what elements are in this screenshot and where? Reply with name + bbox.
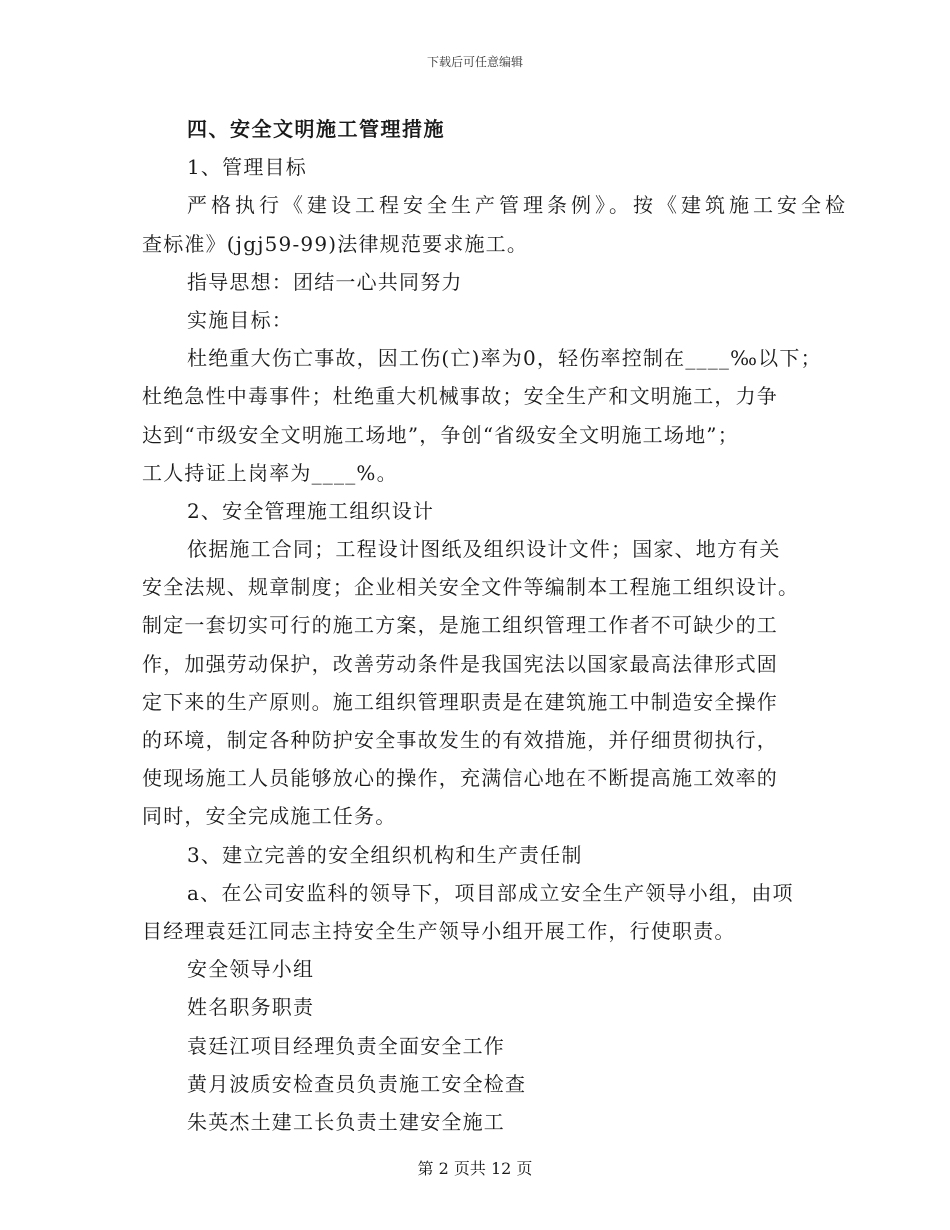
paragraph-line: 达到“市级安全文明施工场地”，争创“省级安全文明施工场地”；	[142, 422, 739, 447]
paragraph-line: 同时，安全完成施工任务。	[142, 804, 397, 829]
paragraph-line: 的环境，制定各种防护安全事故发生的有效措施，并仔细贯彻执行，	[142, 728, 778, 752]
header-note: 下载后可任意编辑	[426, 55, 523, 69]
paragraph-line: 定下来的生产原则。施工组织管理职责是在建筑施工中制造安全操作	[142, 689, 778, 714]
subheading-management-goal: 1、管理目标	[187, 155, 307, 180]
page-footer: 第 2 页共 12 页	[417, 1159, 533, 1178]
paragraph-line: 作，加强劳动保护，改善劳动条件是我国宪法以国家最高法律形式固	[142, 651, 778, 676]
section-heading: 四、安全文明施工管理措施	[187, 117, 445, 141]
paragraph-line: 制定一套切实可行的施工方案，是施工组织管理工作者不可缺少的工	[142, 613, 778, 638]
paragraph-line: 使现场施工人员能够放心的操作，充满信心地在不断提高施工效率的	[142, 766, 778, 791]
group-title: 安全领导小组	[187, 957, 315, 982]
document-body	[142, 110, 849, 1141]
paragraph-line: 查标准》(jgj59-99)法律规范要求施工。	[142, 231, 529, 256]
paragraph-line: 杜绝急性中毒事件；杜绝重大机械事故；安全生产和文明施工，力争	[142, 384, 778, 409]
subheading-organization: 3、建立完善的安全组织机构和生产责任制	[187, 842, 583, 867]
paragraph-line: 指导思想：团结一心共同努力	[187, 269, 463, 294]
group-member-line: 袁廷江项目经理负责全面安全工作	[187, 1033, 505, 1058]
subheading-safety-design: 2、安全管理施工组织设计	[187, 498, 435, 523]
paragraph-line: a、在公司安监科的领导下，项目部成立安全生产领导小组，由项	[187, 880, 794, 905]
paragraph-line: 依据施工合同；工程设计图纸及组织设计文件；国家、地方有关	[187, 537, 781, 562]
paragraph-line: 实施目标：	[187, 307, 293, 332]
paragraph-line: 杜绝重大伤亡事故，因工伤(亡)率为0，轻伤率控制在____‰以下；	[187, 346, 822, 371]
paragraph-line: 严格执行《建设工程安全生产管理条例》。按《建筑施工安全检	[187, 193, 849, 218]
paragraph-line: 安全法规、规章制度；企业相关安全文件等编制本工程施工组织设计。	[142, 575, 800, 600]
group-member-line: 黄月波质安检查员负责施工安全检查	[187, 1071, 527, 1096]
group-member-line: 朱英杰土建工长负责土建安全施工	[187, 1109, 505, 1134]
group-columns: 姓名职务职责	[187, 995, 315, 1020]
paragraph-line: 目经理袁廷江同志主持安全生产领导小组开展工作，行使职责。	[142, 918, 736, 943]
paragraph-line: 工人持证上岗率为____%。	[142, 460, 398, 485]
